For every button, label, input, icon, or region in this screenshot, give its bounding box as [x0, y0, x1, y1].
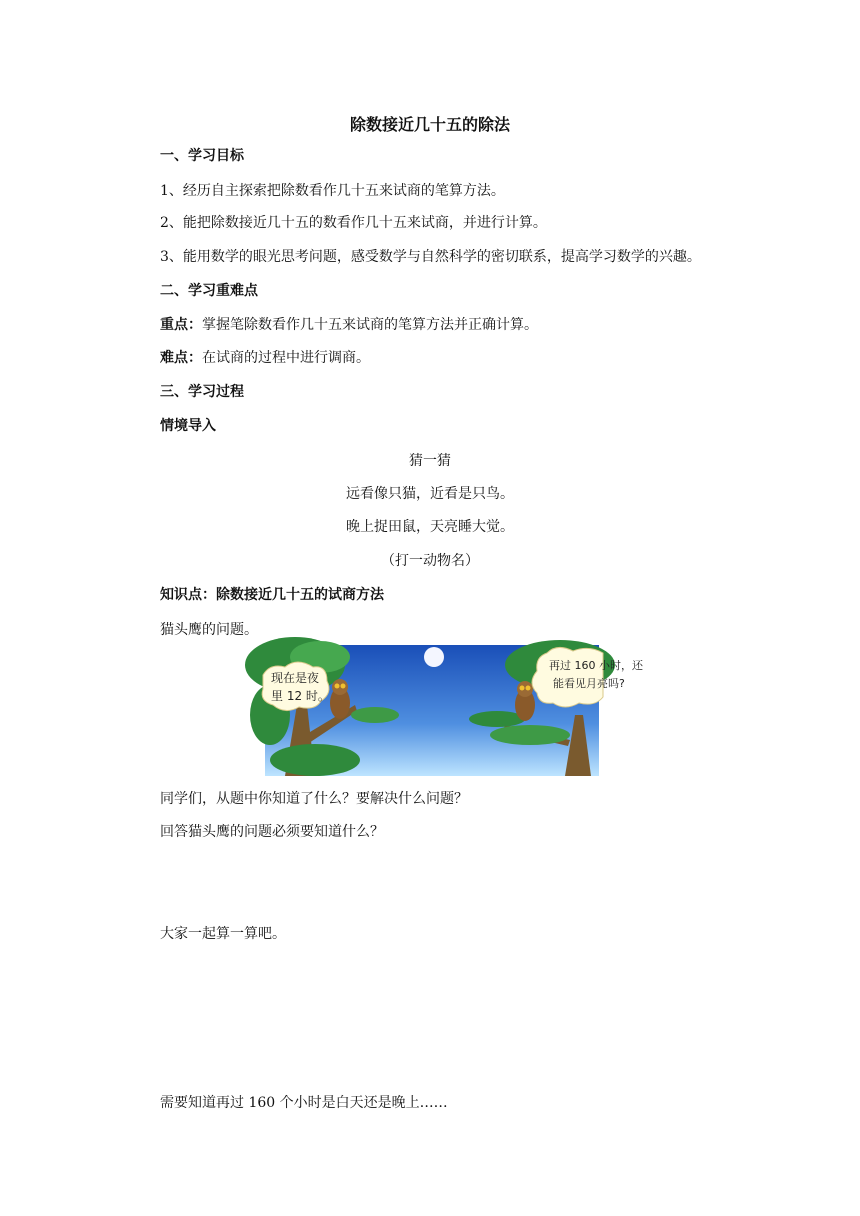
- key-label: 重点：: [160, 317, 202, 333]
- goals-heading: 一、学习目标: [160, 148, 244, 164]
- moon-icon: [424, 647, 444, 667]
- left-bubble-line-1: 现在是夜: [271, 671, 320, 685]
- owl-scene-image: [265, 645, 643, 776]
- key-text: 掌握笔除数看作几十五来试商的笔算方法并正确计算。: [202, 317, 538, 333]
- goal-item-1: 1、经历自主探索把除数看作几十五来试商的笔算方法。: [160, 183, 505, 199]
- riddle-line-2: 晚上捉田鼠，天亮睡大觉。: [346, 519, 514, 535]
- answer-text: 需要知道再过 160 个小时是白天还是晚上……: [160, 1095, 448, 1111]
- page-title: 除数接近几十五的除法: [349, 115, 510, 134]
- key-point: [160, 315, 538, 335]
- right-bubble-line-2: 能看见月亮吗?: [553, 677, 625, 690]
- goal-item-3: 3、能用数学的眼光思考问题，感受数学与自然科学的密切联系，提高学习数学的兴趣。: [160, 249, 701, 265]
- left-owl-icon: [330, 679, 350, 719]
- key-heading: 二、学习重难点: [160, 283, 258, 299]
- riddle-line-1: 远看像只猫，近看是只鸟。: [346, 486, 514, 502]
- intro-heading: 情境导入: [160, 418, 216, 434]
- process-heading: 三、学习过程: [160, 384, 244, 400]
- riddle-title: 猜一猜: [409, 453, 451, 469]
- difficult-text: 在试商的过程中进行调商。: [202, 350, 370, 366]
- goal-item-2: 2、能把除数接近几十五的数看作几十五来试商，并进行计算。: [160, 215, 547, 231]
- right-bubble-line-1: 再过 160 小时，还: [549, 659, 643, 672]
- owl-problem-text: 猫头鹰的问题。: [160, 622, 258, 638]
- question-2: 回答猫头鹰的问题必须要知道什么？: [160, 824, 384, 840]
- question-1: 同学们，从题中你知道了什么？要解决什么问题？: [160, 791, 468, 807]
- difficult-point: [160, 348, 370, 368]
- calc-prompt: 大家一起算一算吧。: [160, 926, 286, 942]
- left-bubble-line-2: 里 12 时。: [271, 689, 330, 703]
- difficult-label: 难点：: [160, 350, 202, 366]
- knowledge-heading: 知识点：除数接近几十五的试商方法: [160, 587, 384, 603]
- right-owl-icon: [515, 681, 535, 721]
- riddle-hint: （打一动物名）: [381, 553, 479, 569]
